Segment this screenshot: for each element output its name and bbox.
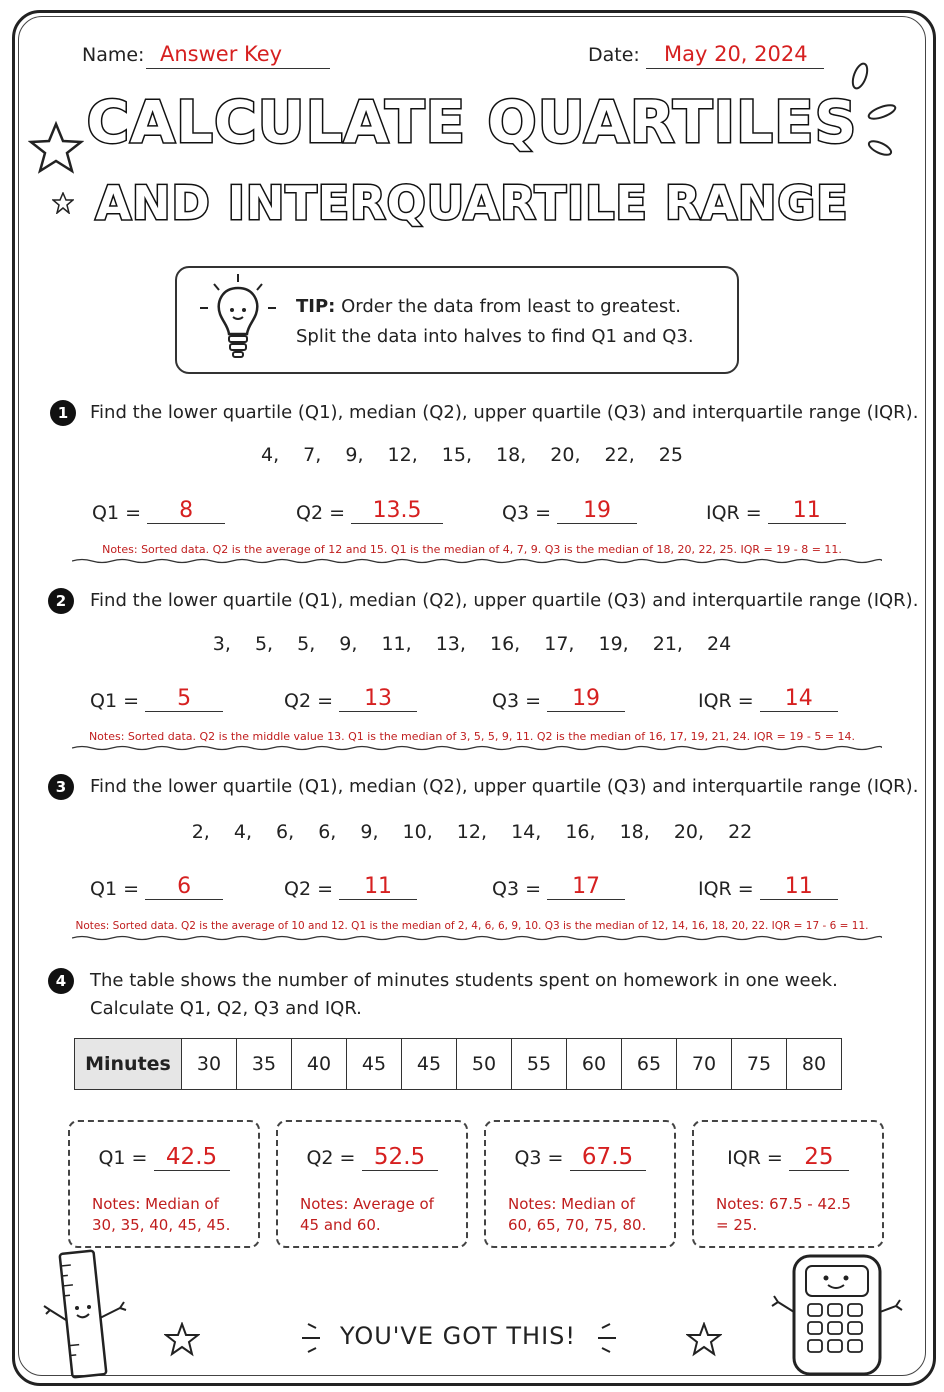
question-1-q1: [92, 500, 225, 526]
question-3-q1: [90, 876, 223, 902]
sparkle-marks-icon: [846, 56, 906, 166]
table-cell: 55: [512, 1039, 567, 1090]
iqr-answer: 11: [768, 498, 846, 524]
date-line: [646, 42, 824, 69]
star-icon: [164, 1322, 200, 1358]
answer-note: Notes: Average of 45 and 60.: [300, 1195, 434, 1234]
q1-label: Q1 =: [90, 690, 140, 712]
question-2-text: Find the lower quartile (Q1), median (Q2), upper quartile (Q3) and interquartile range (IQR).: [90, 590, 919, 611]
date-label: Date:: [588, 44, 640, 66]
q3-label: Q3 =: [492, 690, 542, 712]
name-line: [146, 42, 330, 69]
table-cell: 35: [237, 1039, 292, 1090]
question-2-q2: [284, 688, 417, 714]
answer-box-q2: [276, 1120, 468, 1248]
question-2-q1: [90, 688, 223, 714]
sparkle-marks-icon: [298, 1318, 328, 1360]
table-cell: 65: [622, 1039, 677, 1090]
q3-answer: 67.5: [570, 1144, 646, 1171]
table-header-minutes: Minutes: [75, 1039, 182, 1090]
title-line-1: CALCULATE QUARTILES: [86, 88, 858, 156]
q3-label: Q3 =: [502, 502, 552, 524]
name-label: Name:: [82, 44, 145, 66]
footer-message: YOU'VE GOT THIS!: [340, 1322, 577, 1350]
q2-answer: 13: [339, 686, 417, 712]
iqr-label: IQR =: [727, 1147, 783, 1169]
question-1-text: Find the lower quartile (Q1), median (Q2), upper quartile (Q3) and interquartile range (IQR).: [90, 402, 919, 423]
answer-line: [278, 1144, 466, 1171]
question-1-number: 1: [50, 400, 76, 426]
question-3-iqr: [698, 876, 838, 902]
table-cell: 70: [677, 1039, 732, 1090]
q1-label: Q1 =: [98, 1147, 148, 1169]
q3-label: Q3 =: [492, 878, 542, 900]
question-3-text: Find the lower quartile (Q1), median (Q2), upper quartile (Q3) and interquartile range (IQR).: [90, 776, 919, 797]
question-3-data: 2, 4, 6, 6, 9, 10, 12, 14, 16, 18, 20, 22: [191, 821, 753, 843]
q1-answer: 8: [147, 498, 225, 524]
minutes-table: [74, 1038, 842, 1090]
table-row: [75, 1039, 842, 1090]
question-2-iqr: [698, 688, 838, 714]
q1-answer: 6: [145, 874, 223, 900]
answer-note: Notes: Median of 30, 35, 40, 45, 45.: [92, 1195, 231, 1234]
q2-label: Q2 =: [284, 690, 334, 712]
question-1-q2: [296, 500, 443, 526]
table-cell: 40: [292, 1039, 347, 1090]
title-line-2: AND INTERQUARTILE RANGE: [95, 176, 849, 230]
tip-line-2: Split the data into halves to find Q1 and Q3.: [296, 326, 694, 347]
question-4-text-1: The table shows the number of minutes students spent on homework in one week.: [90, 970, 838, 991]
question-1-data: 4, 7, 9, 12, 15, 18, 20, 22, 25: [261, 444, 683, 466]
iqr-label: IQR =: [698, 878, 754, 900]
answer-box-iqr: [692, 1120, 884, 1248]
q1-answer: 42.5: [154, 1144, 230, 1171]
table-cell: 60: [567, 1039, 622, 1090]
q3-answer: 19: [547, 686, 625, 712]
answer-line: [486, 1144, 674, 1171]
q2-label: Q2 =: [306, 1147, 356, 1169]
q2-label: Q2 =: [296, 502, 346, 524]
answer-line: [70, 1144, 258, 1171]
question-1-iqr: [706, 500, 846, 526]
answer-note: Notes: Median of 60, 65, 70, 75, 80.: [508, 1195, 647, 1234]
tip-label: TIP:: [296, 296, 336, 317]
sparkle-marks-icon: [590, 1318, 620, 1360]
table-cell: 30: [182, 1039, 237, 1090]
iqr-label: IQR =: [698, 690, 754, 712]
lightbulb-icon: [196, 272, 280, 366]
table-cell: 80: [787, 1039, 842, 1090]
question-4-number: 4: [48, 968, 74, 994]
q3-label: Q3 =: [514, 1147, 564, 1169]
q1-answer: 5: [145, 686, 223, 712]
name-value: Answer Key: [160, 42, 283, 66]
q1-label: Q1 =: [92, 502, 142, 524]
star-icon: [28, 120, 84, 176]
question-1-q3: [502, 500, 637, 526]
calculator-character-icon: [768, 1250, 908, 1380]
q3-answer: 17: [547, 874, 625, 900]
table-cell: 45: [402, 1039, 457, 1090]
question-2-notes: Notes: Sorted data. Q2 is the middle value 13. Q1 is the median of 3, 5, 5, 9, 11. Q2 is the median of 16, 17, 19, 21, 24. IQR = 19 - 5 = 14.: [88, 730, 856, 743]
q3-answer: 19: [557, 498, 637, 524]
iqr-answer: 25: [789, 1144, 849, 1171]
tip-text-1: Order the data from least to greatest.: [341, 296, 681, 317]
question-3-q2: [284, 876, 417, 902]
iqr-label: IQR =: [706, 502, 762, 524]
iqr-answer: 11: [760, 874, 838, 900]
q1-label: Q1 =: [90, 878, 140, 900]
date-value: May 20, 2024: [664, 42, 808, 66]
question-4-text-2: Calculate Q1, Q2, Q3 and IQR.: [90, 998, 362, 1019]
question-3-number: 3: [48, 774, 74, 800]
divider: [72, 935, 882, 941]
tip-line-1: [296, 296, 681, 317]
question-3-q3: [492, 876, 625, 902]
question-1-notes: Notes: Sorted data. Q2 is the average of 12 and 15. Q1 is the median of 4, 7, 9. Q3 is the median of 18, 20, 22, 25. IQR = 19 - 8 = 11.: [102, 543, 842, 556]
q2-answer: 11: [339, 874, 417, 900]
answer-box-q1: [68, 1120, 260, 1248]
table-cell: 75: [732, 1039, 787, 1090]
question-3-notes: Notes: Sorted data. Q2 is the average of 10 and 12. Q1 is the median of 2, 4, 6, 6, 9, 10. Q3 is the median of 12, 14, 16, 18, 20, 22. IQR = 17 - 6 = 11.: [75, 920, 869, 932]
answer-note: Notes: 67.5 - 42.5 = 25.: [716, 1195, 851, 1234]
table-cell: 50: [457, 1039, 512, 1090]
star-icon: [686, 1322, 722, 1358]
question-2-data: 3, 5, 5, 9, 11, 13, 16, 17, 19, 21, 24: [212, 633, 732, 655]
iqr-answer: 14: [760, 686, 838, 712]
question-2-q3: [492, 688, 625, 714]
ruler-character-icon: [32, 1248, 142, 1384]
answer-box-q3: [484, 1120, 676, 1248]
question-2-number: 2: [48, 588, 74, 614]
q2-answer: 52.5: [362, 1144, 438, 1171]
answer-line: [694, 1144, 882, 1171]
q2-answer: 13.5: [351, 498, 443, 524]
table-cell: 45: [347, 1039, 402, 1090]
star-icon: [52, 192, 74, 214]
divider: [72, 745, 882, 751]
divider: [72, 558, 882, 564]
q2-label: Q2 =: [284, 878, 334, 900]
